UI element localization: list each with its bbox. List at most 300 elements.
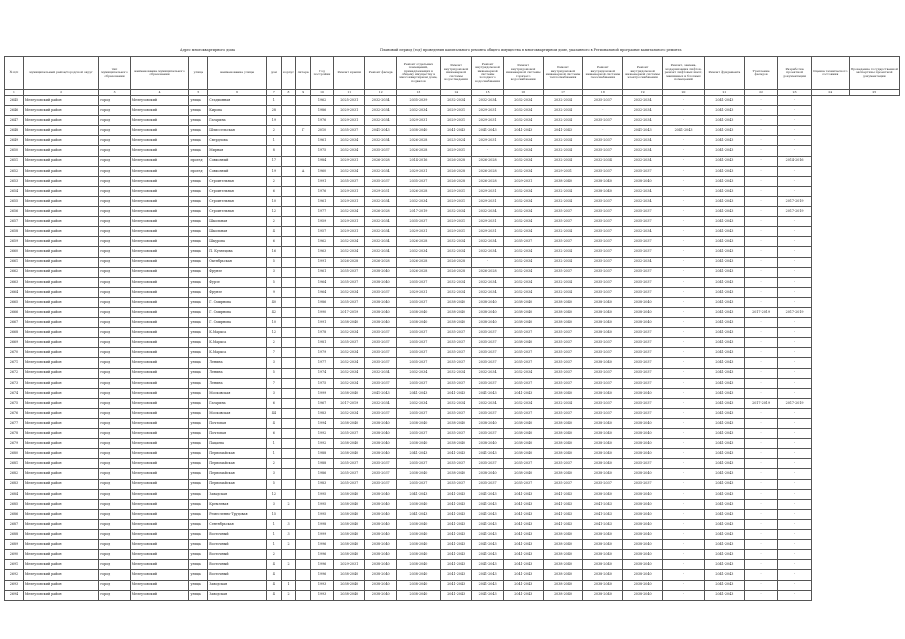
cell-year: 1995	[311, 489, 334, 499]
cell-work-period: 2038-2040	[334, 388, 365, 398]
cell-work-period: 2038-2040	[365, 297, 396, 307]
cell-korp	[281, 146, 296, 156]
cell-work-period: 2038-2040	[365, 267, 396, 277]
cell-type: город	[99, 388, 130, 398]
cell-house: 2	[266, 217, 281, 227]
cell-work-period: 2038-2040	[334, 570, 365, 580]
cell-mo: Мелеузовский	[130, 116, 189, 126]
cell-work-period: 2041-2043	[472, 540, 503, 550]
table-row	[5, 378, 900, 388]
cell-work-period: 2041-2043	[704, 287, 744, 297]
cell-work-period: 2038-2040	[334, 530, 365, 540]
table-row	[5, 116, 900, 126]
cell-mo: Мелеузовский	[130, 368, 189, 378]
cell-work-period: 2026-2028	[396, 267, 440, 277]
cell-st: улица	[189, 186, 208, 196]
cell-work-period: 2038-2040	[623, 489, 663, 499]
cell-work-period: 2035-2037	[440, 479, 471, 489]
column-header: тип муниципального образования	[99, 57, 130, 90]
cell-district: Мелеузовский район	[23, 237, 98, 247]
cell-year: 1991	[311, 257, 334, 267]
column-number: 18	[583, 90, 623, 96]
cell-work-period: 2041-2043	[396, 509, 440, 519]
cell-lit	[296, 388, 311, 398]
cell-work-period: 2026-2028	[396, 237, 440, 247]
cell-work-period: -	[663, 590, 705, 600]
cell-st: улица	[189, 479, 208, 489]
cell-work-period: -	[744, 176, 778, 186]
cell-work-period: 2035-2037	[365, 408, 396, 418]
cell-work-period: 2035-2037	[623, 237, 663, 247]
cell-type: город	[99, 580, 130, 590]
cell-work-period: 2041-2043	[704, 96, 744, 106]
cell-house: 1	[266, 449, 281, 459]
cell-work-period: -	[778, 247, 812, 257]
cell-st: улица	[189, 519, 208, 529]
cell-year: 1986	[311, 297, 334, 307]
cell-work-period: 2035-2037	[365, 378, 396, 388]
table-row	[5, 176, 900, 186]
cell-lit	[296, 146, 311, 156]
cell-work-period: 2038-2040	[396, 570, 440, 580]
cell-work-period: 2038-2040	[543, 439, 583, 449]
cell-street: Первомайская	[208, 449, 267, 459]
cell-work-period: 2026-2028	[440, 166, 471, 176]
cell-work-period: 2035-2037	[583, 217, 623, 227]
cell-work-period: 2029-2031	[440, 106, 471, 116]
table-row	[5, 338, 900, 348]
cell-work-period: 2041-2043	[440, 509, 471, 519]
cell-house: 12	[266, 207, 281, 217]
cell-type: город	[99, 146, 130, 156]
cell-year: 1991	[311, 318, 334, 328]
cell-work-period: 2038-2040	[365, 530, 396, 540]
cell-work-period: 2035-2037	[396, 297, 440, 307]
cell-work-period: -	[744, 116, 778, 126]
cell-work-period: 2032-2034	[543, 227, 583, 237]
cell-house: 17	[266, 156, 281, 166]
cell-mo: Мелеузовский	[130, 570, 189, 580]
cell-type: город	[99, 560, 130, 570]
cell-mo: Мелеузовский	[130, 419, 189, 429]
cell-house: 44	[266, 408, 281, 418]
cell-type: город	[99, 509, 130, 519]
cell-work-period: 2041-2043	[704, 459, 744, 469]
cell-work-period: 2041-2043	[472, 449, 503, 459]
cell-work-period: 2035-2037	[396, 277, 440, 287]
cell-lit	[296, 530, 311, 540]
cell-district: Мелеузовский район	[23, 176, 98, 186]
cell-work-period: 2041-2043	[472, 126, 503, 136]
cell-work-period: 2038-2040	[543, 570, 583, 580]
cell-type: город	[99, 116, 130, 126]
cell-street: Московская	[208, 408, 267, 418]
cell-street: Ленина	[208, 358, 267, 368]
cell-work-period: -	[778, 429, 812, 439]
cell-type: город	[99, 550, 130, 560]
address-group-caption: Адрес многоквартирного дома	[180, 48, 236, 52]
cell-mo: Мелеузовский	[130, 186, 189, 196]
cell-street: Почтовая	[208, 429, 267, 439]
cell-lit	[296, 136, 311, 146]
cell-year: 1976	[311, 186, 334, 196]
cell-st: улица	[189, 429, 208, 439]
cell-work-period: 2041-2043	[440, 580, 471, 590]
cell-work-period: 2041-2043	[704, 166, 744, 176]
cell-mo: Мелеузовский	[130, 540, 189, 550]
cell-work-period: 2038-2040	[503, 449, 543, 459]
cell-work-period: 2032-2034	[543, 287, 583, 297]
register-body	[5, 96, 900, 601]
cell-work-period: 2041-2043	[704, 499, 744, 509]
cell-st: улица	[189, 348, 208, 358]
cell-district: Мелеузовский район	[23, 429, 98, 439]
cell-work-period: 2032-2034	[623, 116, 663, 126]
cell-type: город	[99, 186, 130, 196]
cell-street: Гагарина	[208, 116, 267, 126]
cell-st: улица	[189, 388, 208, 398]
cell-work-period: 2035-2037	[440, 358, 471, 368]
cell-st: улица	[189, 196, 208, 206]
cell-work-period: 2035-2037	[396, 358, 440, 368]
table-row	[5, 318, 900, 328]
cell-work-period: 2032-2034	[334, 408, 365, 418]
cell-year: 1957	[311, 227, 334, 237]
cell-st: улица	[189, 408, 208, 418]
cell-mo: Мелеузовский	[130, 287, 189, 297]
cell-work-period: 2038-2040	[472, 469, 503, 479]
cell-lit	[296, 267, 311, 277]
cell-work-period: 2041-2043	[472, 489, 503, 499]
cell-st: улица	[189, 257, 208, 267]
cell-work-period: 2035-2037	[440, 459, 471, 469]
cell-n: 2668	[5, 328, 24, 338]
cell-work-period: 2038-2040	[365, 277, 396, 287]
cell-work-period: 2035-2037	[365, 348, 396, 358]
column-header: Ремонт внутридомовой инженерной системы газоснабжения	[583, 57, 623, 90]
table-row	[5, 540, 900, 550]
cell-district: Мелеузовский район	[23, 277, 98, 287]
cell-korp	[281, 126, 296, 136]
cell-st: улица	[189, 489, 208, 499]
cell-work-period: 2038-2040	[543, 469, 583, 479]
cell-st: улица	[189, 227, 208, 237]
cell-lit	[296, 499, 311, 509]
cell-work-period: 2038-2040	[396, 419, 440, 429]
cell-work-period: 2041-2043	[503, 560, 543, 570]
cell-street: Восточный	[208, 560, 267, 570]
cell-mo: Мелеузовский	[130, 550, 189, 560]
cell-work-period: 2035-2037	[334, 267, 365, 277]
cell-house: 10	[266, 318, 281, 328]
cell-st: улица	[189, 590, 208, 600]
cell-work-period: -	[472, 257, 503, 267]
cell-mo: Мелеузовский	[130, 560, 189, 570]
cell-lit	[296, 186, 311, 196]
cell-work-period: 2035-2037	[543, 237, 583, 247]
cell-korp	[281, 207, 296, 217]
cell-house: 3	[266, 267, 281, 277]
cell-year: 1959	[311, 217, 334, 227]
cell-st: улица	[189, 378, 208, 388]
cell-work-period: 2032-2034	[472, 277, 503, 287]
cell-work-period: 2038-2040	[334, 439, 365, 449]
cell-street: Восточный	[208, 540, 267, 550]
cell-work-period: 2038-2040	[396, 530, 440, 540]
cell-work-period: -	[744, 257, 778, 267]
cell-type: город	[99, 166, 130, 176]
cell-mo: Мелеузовский	[130, 378, 189, 388]
cell-year: 1983	[311, 408, 334, 418]
cell-work-period: -	[778, 570, 812, 580]
cell-work-period: 2029-2031	[396, 287, 440, 297]
cell-n: 2656	[5, 207, 24, 217]
cell-work-period: 2032-2034	[503, 136, 543, 146]
cell-work-period: -	[744, 237, 778, 247]
cell-work-period: 2026-2028	[365, 257, 396, 267]
cell-house: 1	[266, 96, 281, 106]
cell-work-period: 2041-2043	[440, 550, 471, 560]
cell-mo: Мелеузовский	[130, 499, 189, 509]
cell-work-period: 2032-2034	[396, 368, 440, 378]
table-row	[5, 590, 900, 600]
cell-st: улица	[189, 358, 208, 368]
cell-work-period: -	[778, 267, 812, 277]
cell-work-period: -	[778, 378, 812, 388]
cell-district: Мелеузовский район	[23, 358, 98, 368]
cell-work-period: 2038-2040	[623, 388, 663, 398]
cell-work-period: 2032-2034	[503, 247, 543, 257]
cell-work-period: -	[663, 560, 705, 570]
cell-work-period: 2041-2043	[704, 297, 744, 307]
cell-mo: Мелеузовский	[130, 530, 189, 540]
column-number: 25	[849, 90, 899, 96]
cell-work-period: 2029-2031	[503, 176, 543, 186]
cell-type: город	[99, 176, 130, 186]
cell-korp	[281, 237, 296, 247]
cell-korp	[281, 348, 296, 358]
cell-work-period: -	[663, 257, 705, 267]
cell-year: 1975	[311, 146, 334, 156]
table-row	[5, 388, 900, 398]
cell-work-period: 2041-2043	[704, 116, 744, 126]
cell-work-period: 2041-2043	[472, 550, 503, 560]
cell-work-period: 2032-2034	[334, 328, 365, 338]
cell-house: 4	[266, 227, 281, 237]
cell-work-period: 2038-2040	[583, 328, 623, 338]
cell-work-period: 2038-2040	[503, 307, 543, 317]
cell-work-period: -	[663, 277, 705, 287]
cell-work-period: -	[744, 186, 778, 196]
cell-work-period: 2041-2043	[503, 509, 543, 519]
cell-korp	[281, 378, 296, 388]
cell-work-period: -	[778, 146, 812, 156]
cell-work-period: 2035-2037	[623, 338, 663, 348]
cell-work-period: 2032-2034	[365, 136, 396, 146]
cell-mo: Мелеузовский	[130, 469, 189, 479]
column-number: 6	[208, 90, 267, 96]
cell-korp	[281, 217, 296, 227]
cell-work-period: -	[744, 358, 778, 368]
cell-work-period: 2032-2034	[440, 277, 471, 287]
cell-st: улица	[189, 116, 208, 126]
cell-lit	[296, 277, 311, 287]
cell-type: город	[99, 318, 130, 328]
cell-work-period: -	[778, 116, 812, 126]
cell-work-period: 2032-2034	[472, 207, 503, 217]
cell-work-period: -	[663, 550, 705, 560]
cell-work-period: -	[744, 267, 778, 277]
cell-work-period: 2032-2034	[543, 196, 583, 206]
cell-work-period: 2032-2034	[543, 96, 583, 106]
cell-district: Мелеузовский район	[23, 116, 98, 126]
cell-work-period: 2032-2034	[503, 116, 543, 126]
cell-work-period: 2038-2040	[396, 540, 440, 550]
cell-work-period: 2038-2040	[623, 590, 663, 600]
cell-mo: Мелеузовский	[130, 106, 189, 116]
cell-work-period: 2038-2040	[623, 449, 663, 459]
cell-work-period: -	[663, 530, 705, 540]
cell-work-period: 2035-2037	[396, 479, 440, 489]
cell-type: город	[99, 489, 130, 499]
table-row	[5, 408, 900, 418]
cell-work-period: 2032-2034	[503, 156, 543, 166]
cell-work-period: 2035-2037	[583, 116, 623, 126]
table-row	[5, 257, 900, 267]
cell-work-period: 2035-2037	[365, 469, 396, 479]
cell-lit	[296, 176, 311, 186]
cell-lit	[296, 580, 311, 590]
column-number: 24	[811, 90, 849, 96]
cell-korp	[281, 267, 296, 277]
cell-work-period: -	[663, 439, 705, 449]
cell-work-period: 2038-2040	[583, 297, 623, 307]
cell-street: Фрунзе	[208, 267, 267, 277]
cell-work-period: 2035-2037	[583, 368, 623, 378]
cell-work-period: 2032-2034	[543, 277, 583, 287]
cell-work-period: 2041-2043	[704, 590, 744, 600]
cell-work-period: 2041-2043	[440, 530, 471, 540]
cell-work-period: 2032-2034	[503, 257, 543, 267]
table-row	[5, 166, 900, 176]
cell-work-period: 2038-2040	[365, 449, 396, 459]
cell-work-period: -	[744, 196, 778, 206]
cell-work-period: 2038-2040	[543, 429, 583, 439]
cell-work-period: 2035-2037	[440, 338, 471, 348]
cell-work-period: -	[744, 328, 778, 338]
cell-work-period: 2035-2037	[543, 459, 583, 469]
cell-work-period: 2038-2040	[396, 550, 440, 560]
cell-n: 2660	[5, 247, 24, 257]
cell-year: 1992	[311, 429, 334, 439]
cell-work-period: 2038-2040	[365, 580, 396, 590]
cell-work-period: 2035-2037	[543, 348, 583, 358]
cell-work-period: 2032-2034	[472, 398, 503, 408]
cell-work-period: 2038-2040	[503, 318, 543, 328]
cell-work-period: 2038-2040	[543, 530, 583, 540]
cell-work-period: 2032-2034	[396, 247, 440, 257]
cell-work-period: 2032-2034	[396, 196, 440, 206]
cell-korp	[281, 318, 296, 328]
cell-work-period: 2035-2037	[440, 328, 471, 338]
cell-st: улица	[189, 247, 208, 257]
cell-work-period: 2035-2037	[543, 338, 583, 348]
cell-work-period: 2038-2040	[583, 186, 623, 196]
cell-work-period: -	[778, 439, 812, 449]
cell-work-period: -	[663, 479, 705, 489]
cell-work-period: -	[744, 166, 778, 176]
cell-st: улица	[189, 318, 208, 328]
cell-work-period: 2041-2043	[704, 217, 744, 227]
cell-work-period: 2041-2043	[440, 449, 471, 459]
cell-mo: Мелеузовский	[130, 307, 189, 317]
column-header: Утепление фасадов	[744, 57, 778, 90]
table-row	[5, 227, 900, 237]
column-number: 2	[23, 90, 98, 96]
cell-district: Мелеузовский район	[23, 126, 98, 136]
cell-year: 1995	[311, 499, 334, 509]
column-header: наименование улицы	[208, 57, 267, 90]
cell-n: 2645	[5, 96, 24, 106]
cell-type: город	[99, 499, 130, 509]
cell-work-period: 2035-2037	[365, 459, 396, 469]
cell-lit	[296, 338, 311, 348]
cell-work-period: 2029-2031	[472, 116, 503, 126]
cell-work-period: -	[778, 408, 812, 418]
column-header: № п/п	[5, 57, 24, 90]
column-number: 19	[623, 90, 663, 96]
cell-work-period: 2035-2037	[503, 328, 543, 338]
cell-n: 2673	[5, 378, 24, 388]
cell-street: Пацаева	[208, 439, 267, 449]
cell-district: Мелеузовский район	[23, 156, 98, 166]
cell-work-period: 2029-2031	[334, 196, 365, 206]
cell-house: 12	[266, 328, 281, 338]
cell-lit	[296, 318, 311, 328]
cell-work-period: 2032-2034	[503, 368, 543, 378]
table-row	[5, 509, 900, 519]
cell-n: 2680	[5, 449, 24, 459]
cell-work-period: -	[778, 368, 812, 378]
table-row	[5, 489, 900, 499]
cell-year: 1999	[311, 388, 334, 398]
cell-work-period: 2038-2040	[623, 419, 663, 429]
cell-work-period: 2038-2040	[365, 489, 396, 499]
cell-work-period: -	[778, 106, 812, 116]
cell-work-period: 2032-2034	[543, 136, 583, 146]
works-group-caption: Плановый период (год) проведения капитального ремонта общего имущества в многоквартирном доме, указанного в Региональной программе капитального ремонта	[380, 48, 682, 52]
cell-work-period: 2035-2037	[365, 176, 396, 186]
cell-work-period: -	[778, 297, 812, 307]
cell-work-period: 2029-2031	[472, 196, 503, 206]
cell-year: 1990	[311, 307, 334, 317]
cell-lit	[296, 469, 311, 479]
cell-work-period: 2035-2037	[583, 207, 623, 217]
cell-work-period: -	[663, 146, 705, 156]
cell-work-period: 2041-2043	[704, 196, 744, 206]
cell-work-period: -	[744, 449, 778, 459]
cell-work-period: 2038-2040	[440, 307, 471, 317]
cell-work-period: 2041-2043	[704, 207, 744, 217]
cell-work-period: 2038-2040	[334, 550, 365, 560]
cell-st: улица	[189, 398, 208, 408]
cell-lit	[296, 590, 311, 600]
cell-work-period: 2035-2037	[583, 237, 623, 247]
cell-mo: Мелеузовский	[130, 217, 189, 227]
column-number: 11	[334, 90, 365, 96]
cell-work-period: -	[744, 580, 778, 590]
cell-type: город	[99, 398, 130, 408]
